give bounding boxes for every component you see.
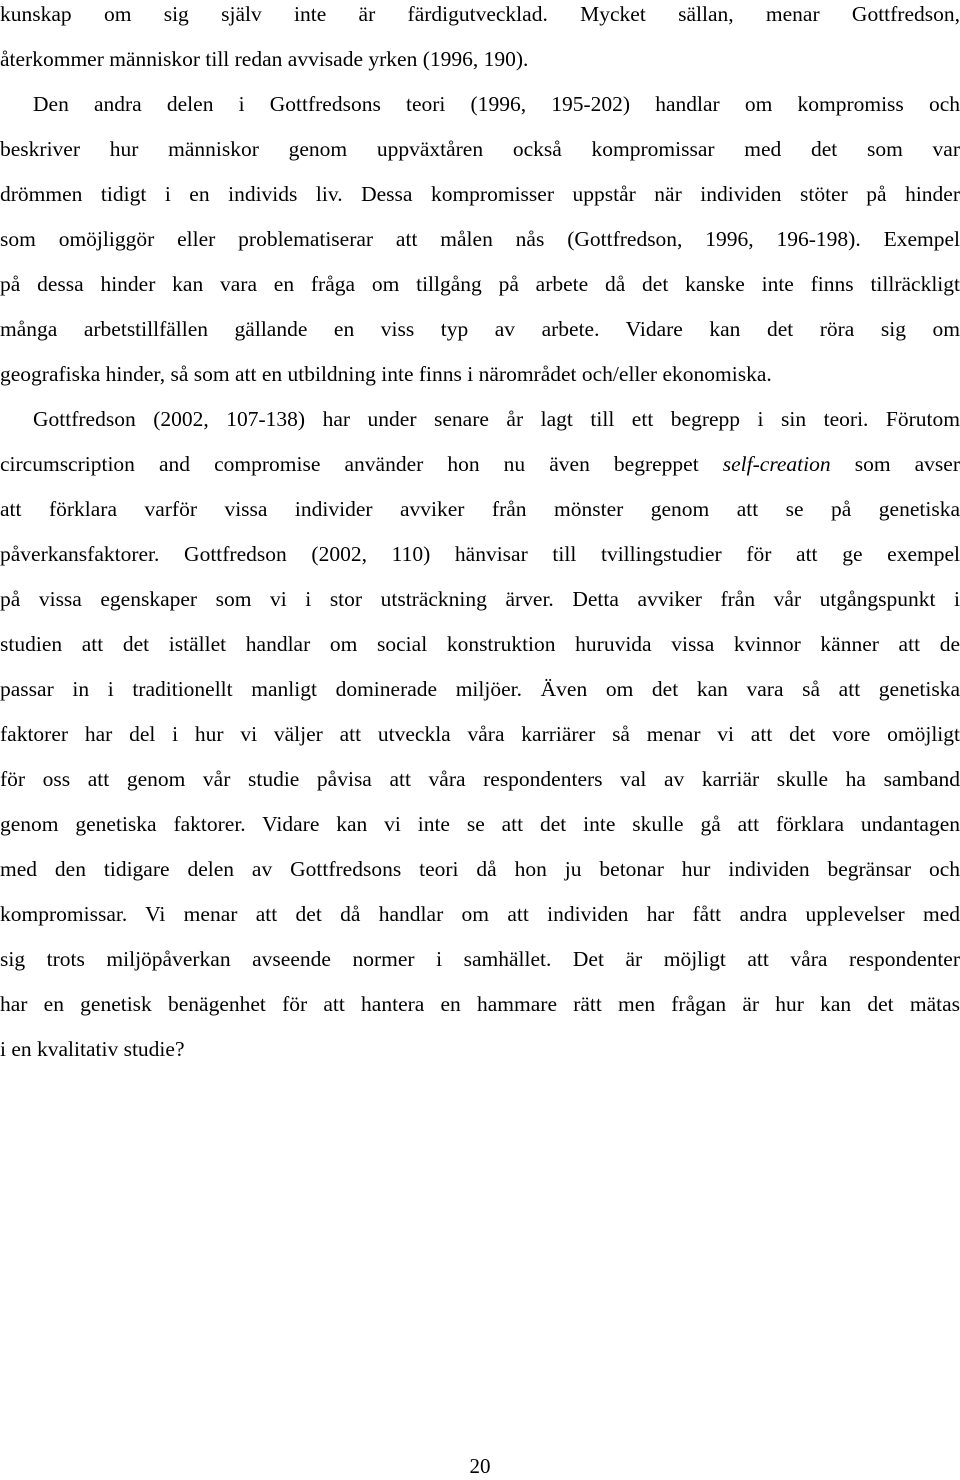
text-run: Gottfredson (2002, 107-138) har under senare år lagt till ett begrepp i sin teori. Förutom — [33, 407, 960, 431]
text-run: som avser — [830, 452, 960, 476]
text-run: återkommer människor till redan avvisade yrken (1996, 190). — [0, 47, 529, 71]
text-run: geografiska hinder, så som att en utbildning inte finns i närområdet och/eller ekonomiska. — [0, 362, 772, 386]
text-line — [0, 225, 960, 270]
text-line — [0, 360, 960, 405]
text-run: som omöjliggör eller problematiserar att målen nås (Gottfredson, 1996, 196-198). Exempel — [0, 227, 960, 251]
text-run: på vissa egenskaper som vi i stor utsträckning ärver. Detta avviker från vår utgångspunkt i — [0, 587, 960, 611]
text-line — [0, 945, 960, 990]
text-run: kompromissar. Vi menar att det då handlar om att individen har fått andra upplevelser med — [0, 902, 960, 926]
text-run: med den tidigare delen av Gottfredsons teori då hon ju betonar hur individen begränsar och — [0, 857, 960, 881]
text-line — [0, 270, 960, 315]
text-line — [0, 405, 960, 450]
text-line — [0, 900, 960, 945]
text-line — [0, 855, 960, 900]
text-line — [0, 630, 960, 675]
text-run: på dessa hinder kan vara en fråga om tillgång på arbete då det kanske inte finns tillräckligt — [0, 272, 960, 296]
text-line — [0, 810, 960, 855]
text-run: studien att det istället handlar om social konstruktion huruvida vissa kvinnor känner att de — [0, 632, 960, 656]
text-line — [0, 990, 960, 1035]
text-run: circumscription and compromise använder hon nu även begreppet — [0, 452, 723, 476]
text-run: drömmen tidigt i en individs liv. Dessa kompromisser uppstår när individen stöter på hinder — [0, 182, 960, 206]
text-run: för oss att genom vår studie påvisa att våra respondenters val av karriär skulle ha samband — [0, 767, 960, 791]
text-line — [0, 585, 960, 630]
text-line — [0, 720, 960, 765]
page-number: 20 — [469, 1454, 491, 1478]
text-run: Den andra delen i Gottfredsons teori (1996, 195-202) handlar om kompromiss och — [33, 92, 960, 116]
text-line — [0, 1035, 960, 1080]
text-run: faktorer har del i hur vi väljer att utveckla våra karriärer så menar vi att det vore omöjligt — [0, 722, 960, 746]
text-line — [0, 90, 960, 135]
text-run: har en genetisk benägenhet för att hantera en hammare rätt men frågan är hur kan det mätas — [0, 992, 960, 1016]
text-run: många arbetstillfällen gällande en viss typ av arbete. Vidare kan det röra sig om — [0, 317, 960, 341]
text-run: sig trots miljöpåverkan avseende normer i samhället. Det är möjligt att våra respondenter — [0, 947, 960, 971]
text-line — [0, 315, 960, 360]
text-run: beskriver hur människor genom uppväxtåren också kompromissar med det som var — [0, 137, 960, 161]
text-run: att förklara varför vissa individer avviker från mönster genom att se på genetiska — [0, 497, 960, 521]
text-line — [0, 0, 960, 45]
text-line — [0, 540, 960, 585]
text-line — [0, 135, 960, 180]
text-line — [0, 495, 960, 540]
italic-term: self-creation — [722, 452, 831, 476]
text-line — [0, 450, 960, 495]
text-line — [0, 675, 960, 720]
text-run: i en kvalitativ studie? — [0, 1037, 185, 1061]
text-line — [0, 45, 960, 90]
text-run: passar in i traditionellt manligt dominerade miljöer. Även om det kan vara så att genetiska — [0, 677, 960, 701]
text-line — [0, 765, 960, 810]
text-run: påverkansfaktorer. Gottfredson (2002, 110) hänvisar till tvillingstudier för att ge exempel — [0, 542, 960, 566]
text-line — [0, 180, 960, 225]
text-run: genom genetiska faktorer. Vidare kan vi inte se att det inte skulle gå att förklara undantagen — [0, 812, 960, 836]
text-run: kunskap om sig själv inte är färdigutvecklad. Mycket sällan, menar Gottfredson, — [0, 2, 960, 26]
